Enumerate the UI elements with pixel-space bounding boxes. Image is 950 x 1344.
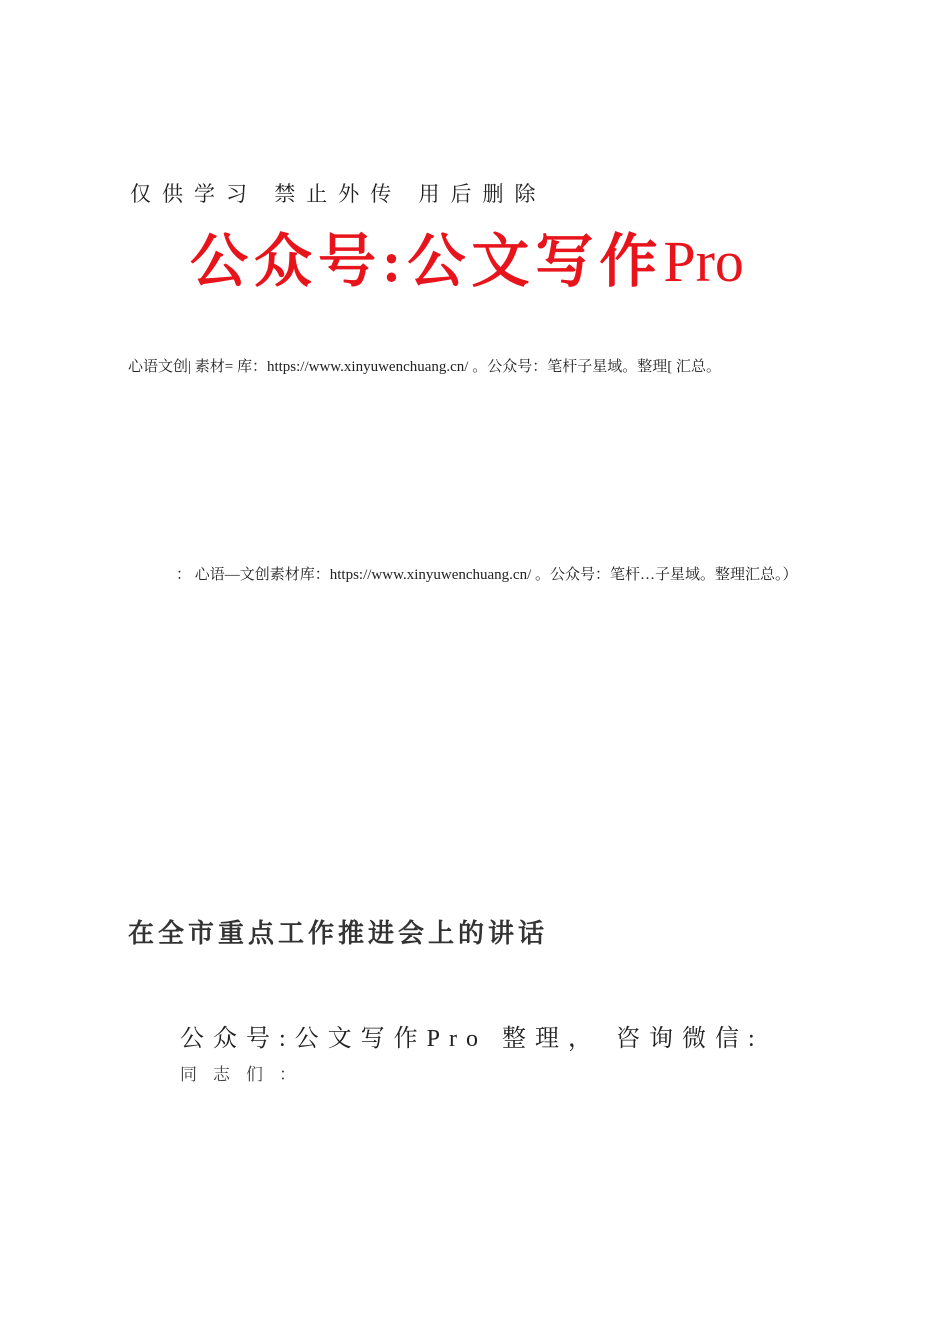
brand-title-cn: 公众号:公文写作 xyxy=(190,229,664,294)
document-greeting: 同志们： xyxy=(180,1065,312,1084)
document-title: 在全市重点工作推进会上的讲话 xyxy=(128,919,549,949)
brand-title-en: Pro xyxy=(663,229,744,294)
document-subline: 公众号:公文写作Pro 整理， 咨询微信: xyxy=(180,1026,764,1052)
source-line-1: 心语文创| 素材= 库：https://www.xinyuwenchuang.cn/ 。公众号：笔杆子星域。整理[ 汇总。 xyxy=(128,359,721,375)
brand-title xyxy=(190,228,744,296)
source-line-2: ： 心语—文创素材库：https://www.xinyuwenchuang.cn/ 。公众号：笔杆…子星域。整理汇总。） xyxy=(176,567,798,583)
usage-notice: 仅供学习 禁止外传 用后删除 xyxy=(130,182,547,206)
